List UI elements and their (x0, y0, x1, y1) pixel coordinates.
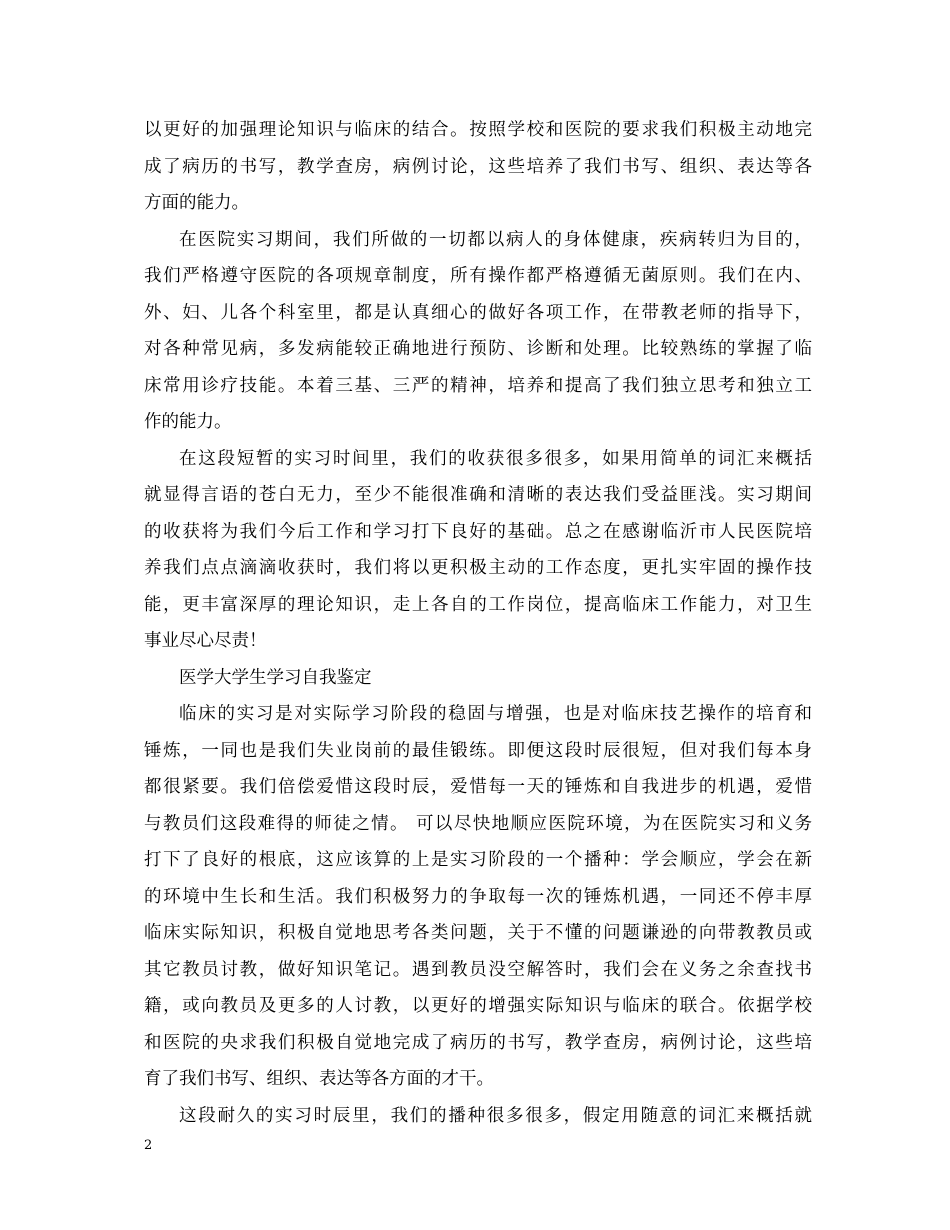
text-line: 我们严格遵守医院的各项规章制度，所有操作都严格遵循无菌原则。我们在内、 (144, 266, 812, 286)
text-line: 临床的实习是对实际学习阶段的稳固与增强，也是对临床技艺操作的培育和 (179, 704, 812, 724)
text-line: 和医院的央求我们积极自觉地完成了病历的书写，教学查房，病例讨论，这些培 (144, 1032, 812, 1053)
text-line: 临床实际知识，积极自觉地思考各类问题，关于不懂的问题谦逊的向带教教员或 (144, 923, 812, 943)
text-line: 在医院实习期间，我们所做的一切都以病人的身体健康，疾病转归为目的， (179, 229, 812, 250)
text-line: 能，更丰富深厚的理论知识，走上各自的工作岗位，提高临床工作能力，对卫生 (144, 594, 812, 615)
text-line: 养我们点点滴滴收获时，我们将以更积极主动的工作态度，更扎实牢固的操作技 (144, 558, 812, 578)
text-line: 就显得言语的苍白无力，至少不能很准确和清晰的表达我们受益匪浅。实习期间 (144, 485, 812, 505)
text-line: 以更好的加强理论知识与临床的结合。按照学校和医院的要求我们积极主动地完 (144, 120, 812, 140)
text-line: 锤炼，一同也是我们失业岗前的最佳锻练。即便这段时辰很短，但对我们每本身 (144, 740, 812, 761)
text-line: 的收获将为我们今后工作和学习打下良好的基础。总之在感谢临沂市人民医院培 (144, 521, 812, 542)
text-line: 对各种常见病，多发病能较正确地进行预防、诊断和处理。比较熟练的掌握了临 (144, 339, 812, 359)
text-line: 籍，或向教员及更多的人讨教，以更好的增强实际知识与临床的联合。依据学校 (144, 996, 812, 1016)
text-line: 育了我们书写、组织、表达等各方面的才干。 (144, 1069, 494, 1089)
text-line: 作的能力。 (144, 412, 232, 432)
text-line: 事业尽心尽责！ (144, 631, 267, 651)
text-line: 成了病历的书写，教学查房，病例讨论，这些培养了我们书写、组织、表达等各 (144, 156, 812, 177)
page-number: 2 (144, 1138, 153, 1153)
text-line: 方面的能力。 (144, 193, 249, 213)
text-line: 在这段短暂的实习时间里，我们的收获很多很多，如果用简单的词汇来概括 (179, 448, 812, 469)
text-line: 这段耐久的实习时辰里，我们的播种很多很多，假定用随意的词汇来概括就 (179, 1105, 812, 1126)
text-line: 其它教员讨教，做好知识笔记。遇到教员没空解答时，我们会在义务之余查找书 (144, 959, 812, 980)
text-line: 都很紧要。我们倍偿爱惜这段时辰，爱惜每一天的锤炼和自我进步的机遇，爱惜 (144, 777, 812, 797)
text-line: 床常用诊疗技能。本着三基、三严的精神，培养和提高了我们独立思考和独立工 (144, 375, 812, 396)
text-line: 打下了良好的根底，这应该算的上是实习阶段的一个播种：学会顺应，学会在新 (144, 850, 812, 870)
text-line: 的环境中生长和生活。我们积极努力的争取每一次的锤炼机遇，一同还不停丰厚 (144, 886, 812, 907)
text-line: 与教员们这段难得的师徒之情。 可以尽快地顺应医院环境，为在医院实习和义务 (144, 813, 812, 834)
text-line: 外、妇、儿各个科室里，都是认真细心的做好各项工作，在带教老师的指导下， (144, 302, 812, 323)
body-text (144, 112, 812, 1134)
text-line: 医学大学生学习自我鉴定 (179, 667, 372, 688)
